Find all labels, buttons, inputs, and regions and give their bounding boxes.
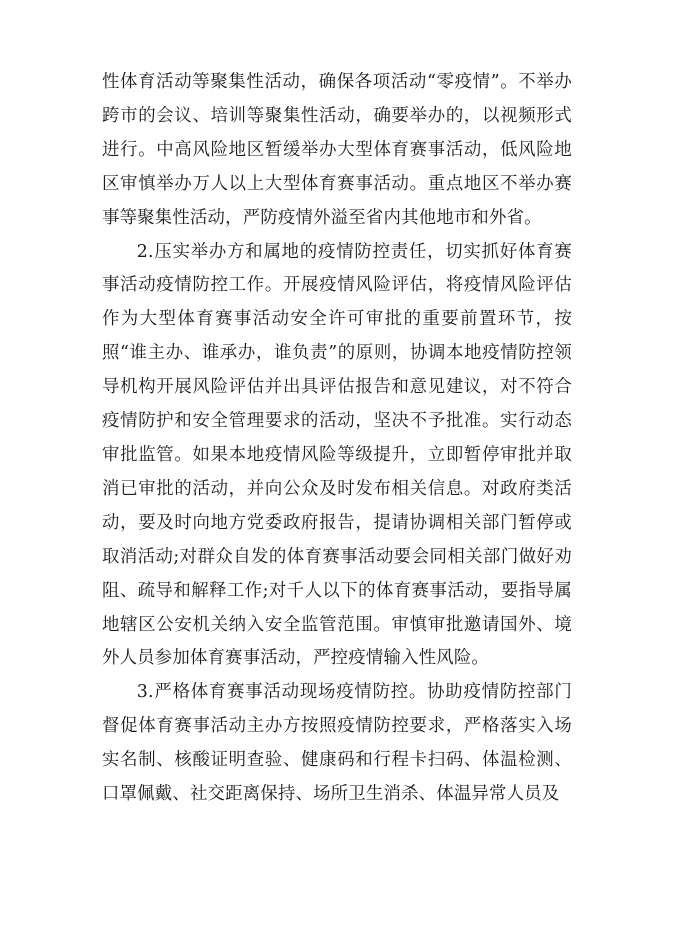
document-body bbox=[102, 66, 572, 812]
paragraph-3: 3.严格体育赛事活动现场疫情防控。协助疫情防控部门督促体育赛事活动主办方按照疫情防控要求，严格落实入场实名制、核酸证明查验、健康码和行程卡扫码、体温检测、口罩佩戴、社交距离保持、场所卫生消杀、体温异常人员及 bbox=[102, 682, 572, 805]
paragraph-1: 性体育活动等聚集性活动，确保各项活动“零疫情”。不举办跨市的会议、培训等聚集性活动，确要举办的，以视频形式进行。中高风险地区暂缓举办大型体育赛事活动，低风险地区审慎举办万人以上大型体育赛事活动。重点地区不举办赛事等聚集性活动，严防疫情外溢至省内其他地市和外省。 bbox=[102, 72, 572, 228]
paragraph-2: 2.压实举办方和属地的疫情防控责任，切实抓好体育赛事活动疫情防控工作。开展疫情风险评估，将疫情风险评估作为大型体育赛事活动安全许可审批的重要前置环节，按照“谁主办、谁承办，谁负责”的原则，协调本地疫情防控领导机构开展风险评估并出具评估报告和意见建议，对不符合疫情防护和安全管理要求的活动，坚决不予批准。实行动态审批监管。如果本地疫情风险等级提升，立即暂停审批并取消已审批的活动，并向公众及时发布相关信息。对政府类活动，要及时向地方党委政府报告，提请协调相关部门暂停或取消活动;对群众自发的体育赛事活动要会同相关部门做好劝阻、疏导和解释工作;对千人以下的体育赛事活动，要指导属地辖区公安机关纳入安全监管范围。审慎审批邀请国外、境外人员参加体育赛事活动，严控疫情输入性风险。 bbox=[102, 241, 572, 669]
